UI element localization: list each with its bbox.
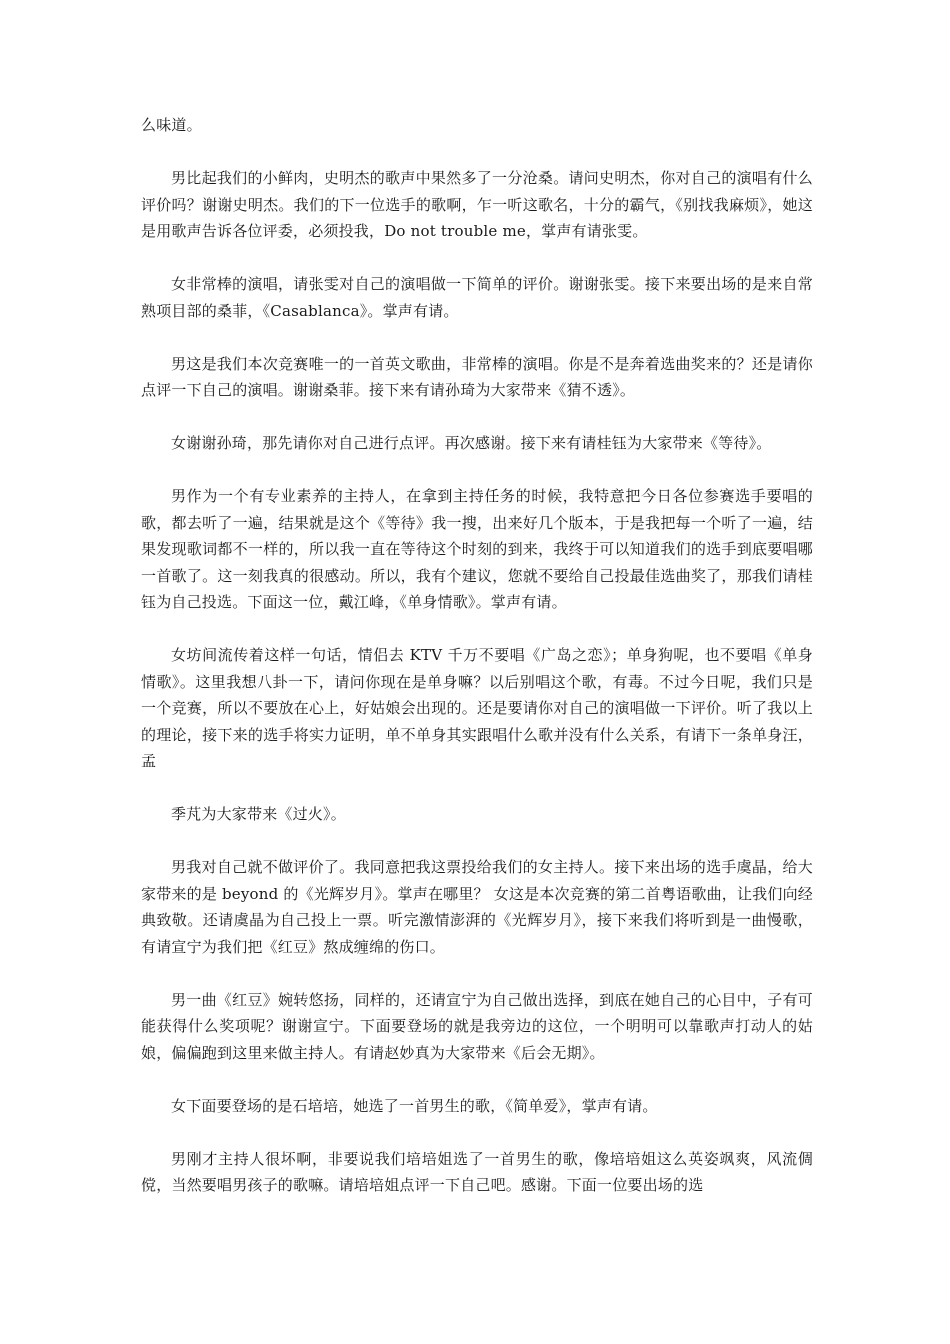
paragraph: 男这是我们本次竞赛唯一的一首英文歌曲，非常棒的演唱。你是不是奔着选曲奖来的？还是请你点评一下自己的演唱。谢谢桑菲。接下来有请孙琦为大家带来《猜不透》。 [141,354,813,399]
paragraph: 女谢谢孙琦，那先请你对自己进行点评。再次感谢。接下来有请桂钰为大家带来《等待》。 [171,434,772,452]
paragraph: 男一曲《红豆》婉转悠扬，同样的，还请宣宁为自己做出选择，到底在她自己的心目中，子有可能获得什么奖项呢？谢谢宣宁。下面要登场的就是我旁边的这位，一个明明可以靠歌声打动人的姑娘，偏偏跑到这里来做主持人。有请赵妙真为大家带来《后会无期》。 [141,990,813,1062]
paragraph: 么味道。 [141,116,202,134]
paragraph: 男作为一个有专业素养的主持人，在拿到主持任务的时候，我特意把今日各位参赛选手要唱的歌，都去听了一遍，结果就是这个《等待》我一搜，出来好几个版本，于是我把每一个听了一遍，结果发现歌词都不一样的，所以我一直在等待这个时刻的到来，我终于可以知道我们的选手到底要唱哪一首歌了。这一刻我真的很感动。所以，我有个建议，您就不要给自己投最佳选曲奖了，那我们请桂钰为自己投选。下面这一位，戴江峰，《单身情歌》。掌声有请。 [141,487,813,611]
paragraph: 女非常棒的演唱，请张雯对自己的演唱做一下简单的评价。谢谢张雯。接下来要出场的是来自常熟项目部的桑菲，《Casablanca》。掌声有请。 [141,275,813,320]
document-body [141,112,813,1225]
paragraph: 女坊间流传着这样一句话，情侣去 KTV 千万不要唱《广岛之恋》；单身狗呢，也不要唱《单身情歌》。这里我想八卦一下，请问你现在是单身嘛？以后别唱这个歌，有毒。不过今日呢，我们只是一个竞赛，所以不要放在心上，好姑娘会出现的。还是要请你对自己的演唱做一下评价。听了我以上的理论，接下来的选手将实力证明，单不单身其实跟唱什么歌并没有什么关系，有请下一条单身汪，孟 [141,646,813,770]
paragraph: 季芃为大家带来《过火》。 [171,805,346,823]
paragraph: 女下面要登场的是石培培，她选了一首男生的歌，《简单爱》，掌声有请。 [171,1096,658,1115]
paragraph: 男我对自己就不做评价了。我同意把我这票投给我们的女主持人。接下来出场的选手虞晶，给大家带来的是 beyond 的《光辉岁月》。掌声在哪里？ 女这是本次竞赛的第二首粤语歌曲，让我们向经典致敬。还请虞晶为自己投上一票。听完激情澎湃的《光辉岁月》，接下来我们将听到是一曲慢歌，有请宣宁为我们把《红豆》熬成缠绵的伤口。 [141,858,813,956]
paragraph: 男刚才主持人很坏啊，非要说我们培培姐选了一首男生的歌，像培培姐这么英姿飒爽，风流倜傥，当然要唱男孩子的歌嘛。请培培姐点评一下自己吧。感谢。下面一位要出场的选 [141,1149,813,1194]
paragraph: 男比起我们的小鲜肉，史明杰的歌声中果然多了一分沧桑。请问史明杰，你对自己的演唱有什么评价吗？谢谢史明杰。我们的下一位选手的歌啊，乍一听这歌名，十分的霸气，《别找我麻烦》，她这是用歌声告诉各位评委，必须投我，Do not trouble me，掌声有请张雯。 [141,169,813,240]
